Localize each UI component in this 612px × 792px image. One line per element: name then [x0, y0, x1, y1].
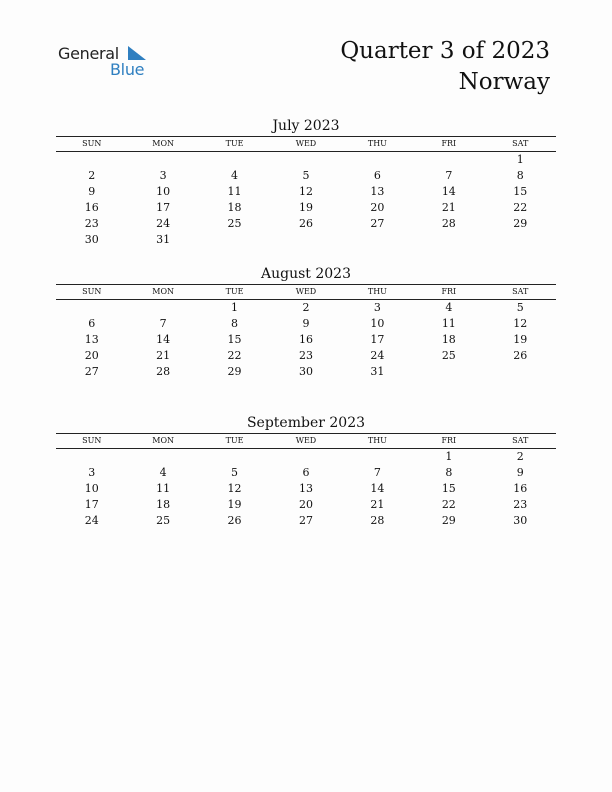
day-cell: 11 — [227, 185, 242, 198]
weekday-label: MON — [152, 436, 174, 445]
week-row — [56, 152, 556, 168]
day-cell: 23 — [84, 217, 99, 230]
week-row — [56, 184, 556, 200]
month-title: August 2023 — [261, 266, 351, 282]
day-cell — [199, 232, 270, 248]
day-cell: 17 — [370, 333, 385, 346]
day-cell — [413, 380, 484, 396]
day-cell: 5 — [302, 169, 310, 182]
day-cell: 7 — [445, 169, 453, 182]
day-cell: 22 — [441, 498, 456, 511]
month-calendar — [56, 413, 556, 529]
page-heading — [340, 36, 550, 98]
month-title: July 2023 — [272, 118, 340, 134]
week-row — [56, 316, 556, 332]
day-cell: 25 — [227, 217, 242, 230]
day-cell: 6 — [373, 169, 381, 182]
country-title: Norway — [458, 69, 550, 95]
weekday-label: THU — [367, 287, 387, 296]
day-cell: 29 — [513, 217, 528, 230]
day-cell: 15 — [513, 185, 528, 198]
day-cell: 7 — [373, 466, 381, 479]
day-cell: 17 — [84, 498, 99, 511]
day-cell — [413, 364, 484, 380]
day-cell: 4 — [159, 466, 167, 479]
day-cell — [342, 449, 413, 465]
day-cell: 3 — [159, 169, 167, 182]
week-row — [56, 200, 556, 216]
day-cell: 23 — [298, 349, 313, 362]
day-cell: 1 — [516, 153, 524, 166]
weekday-header-row — [56, 137, 556, 152]
weekday-label: WED — [295, 287, 317, 296]
day-cell: 15 — [441, 482, 456, 495]
weekday-label: FRI — [441, 436, 457, 445]
weekday-label: MON — [152, 287, 174, 296]
weekday-label: FRI — [441, 287, 457, 296]
day-cell: 26 — [298, 217, 313, 230]
day-cell — [56, 380, 127, 396]
weekday-label: SAT — [512, 139, 529, 148]
day-cell: 20 — [370, 201, 385, 214]
day-cell: 31 — [370, 365, 385, 378]
weekday-label: SUN — [82, 287, 102, 296]
generalblue-logo — [58, 44, 158, 84]
day-cell: 30 — [513, 514, 528, 527]
weekday-label: TUE — [225, 436, 244, 445]
weekday-label: WED — [295, 436, 317, 445]
day-cell: 22 — [227, 349, 242, 362]
day-cell: 17 — [156, 201, 171, 214]
day-cell: 11 — [441, 317, 456, 330]
day-cell: 21 — [441, 201, 456, 214]
day-cell: 16 — [513, 482, 528, 495]
day-cell: 10 — [370, 317, 385, 330]
day-cell: 7 — [159, 317, 167, 330]
day-cell — [127, 449, 198, 465]
week-row — [56, 465, 556, 481]
day-cell: 16 — [84, 201, 99, 214]
day-cell — [342, 152, 413, 168]
day-cell: 24 — [370, 349, 385, 362]
week-row — [56, 449, 556, 465]
day-cell — [270, 380, 341, 396]
day-cell: 27 — [370, 217, 385, 230]
day-cell — [485, 364, 556, 380]
weekday-header-row — [56, 285, 556, 300]
day-cell: 28 — [441, 217, 456, 230]
day-cell: 10 — [84, 482, 99, 495]
week-row — [56, 364, 556, 380]
week-row — [56, 380, 556, 396]
day-cell: 16 — [298, 333, 313, 346]
day-cell — [56, 152, 127, 168]
day-cell: 18 — [441, 333, 456, 346]
day-cell: 13 — [298, 482, 313, 495]
weekday-label: SAT — [512, 287, 529, 296]
day-cell — [413, 152, 484, 168]
day-cell — [270, 232, 341, 248]
day-cell: 3 — [88, 466, 96, 479]
day-cell: 14 — [441, 185, 456, 198]
weekday-label: SUN — [82, 436, 102, 445]
week-row — [56, 497, 556, 513]
day-cell — [270, 449, 341, 465]
day-cell: 18 — [156, 498, 171, 511]
day-cell: 15 — [227, 333, 242, 346]
day-cell: 27 — [298, 514, 313, 527]
week-row — [56, 300, 556, 316]
day-cell — [127, 380, 198, 396]
day-cell: 8 — [231, 317, 239, 330]
day-cell — [342, 380, 413, 396]
day-cell: 8 — [516, 169, 524, 182]
month-grid — [56, 433, 556, 529]
week-row — [56, 216, 556, 232]
day-cell: 23 — [513, 498, 528, 511]
day-cell: 5 — [231, 466, 239, 479]
day-cell: 19 — [513, 333, 528, 346]
day-cell: 14 — [370, 482, 385, 495]
day-cell: 28 — [370, 514, 385, 527]
weekday-label: MON — [152, 139, 174, 148]
day-cell: 18 — [227, 201, 242, 214]
day-cell: 9 — [516, 466, 524, 479]
weekday-label: TUE — [225, 287, 244, 296]
week-row — [56, 168, 556, 184]
day-cell: 30 — [298, 365, 313, 378]
logo-word-general: General — [58, 44, 119, 63]
day-cell — [199, 380, 270, 396]
day-cell — [485, 380, 556, 396]
month-calendar — [56, 116, 556, 248]
day-cell — [342, 232, 413, 248]
day-cell: 5 — [516, 301, 524, 314]
day-cell: 2 — [88, 169, 96, 182]
day-cell — [270, 152, 341, 168]
month-grid — [56, 136, 556, 248]
month-grid — [56, 284, 556, 396]
day-cell: 26 — [227, 514, 242, 527]
day-cell: 9 — [302, 317, 310, 330]
weekday-label: THU — [367, 436, 387, 445]
day-cell — [199, 449, 270, 465]
week-row — [56, 481, 556, 497]
day-cell — [127, 300, 198, 316]
day-cell: 31 — [156, 233, 171, 246]
day-cell: 19 — [227, 498, 242, 511]
weekday-label: SAT — [512, 436, 529, 445]
weekday-label: SUN — [82, 139, 102, 148]
day-cell — [199, 152, 270, 168]
week-row — [56, 232, 556, 248]
day-cell: 2 — [302, 301, 310, 314]
weekday-label: THU — [367, 139, 387, 148]
day-cell: 22 — [513, 201, 528, 214]
day-cell: 11 — [156, 482, 171, 495]
day-cell: 13 — [370, 185, 385, 198]
day-cell: 21 — [156, 349, 171, 362]
day-cell: 4 — [231, 169, 239, 182]
day-cell: 9 — [88, 185, 96, 198]
logo-triangle-icon — [124, 46, 146, 60]
day-cell: 25 — [441, 349, 456, 362]
week-row — [56, 513, 556, 529]
day-cell: 25 — [156, 514, 171, 527]
day-cell: 20 — [84, 349, 99, 362]
logo-word-blue: Blue — [110, 60, 145, 79]
day-cell: 6 — [302, 466, 310, 479]
day-cell — [56, 300, 127, 316]
day-cell — [485, 232, 556, 248]
day-cell: 30 — [84, 233, 99, 246]
day-cell: 14 — [156, 333, 171, 346]
day-cell — [127, 152, 198, 168]
quarter-title: Quarter 3 of 2023 — [340, 38, 550, 64]
day-cell: 4 — [445, 301, 453, 314]
month-calendar — [56, 264, 556, 396]
weekday-label: FRI — [441, 139, 457, 148]
weekday-label: TUE — [225, 139, 244, 148]
day-cell: 12 — [513, 317, 528, 330]
day-cell: 26 — [513, 349, 528, 362]
weekday-header-row — [56, 434, 556, 449]
day-cell: 1 — [445, 450, 453, 463]
day-cell: 29 — [441, 514, 456, 527]
day-cell: 12 — [227, 482, 242, 495]
day-cell: 2 — [516, 450, 524, 463]
day-cell: 1 — [231, 301, 239, 314]
day-cell: 19 — [298, 201, 313, 214]
day-cell: 13 — [84, 333, 99, 346]
day-cell: 24 — [84, 514, 99, 527]
day-cell: 6 — [88, 317, 96, 330]
day-cell: 10 — [156, 185, 171, 198]
day-cell: 28 — [156, 365, 171, 378]
week-row — [56, 348, 556, 364]
month-title: September 2023 — [246, 415, 366, 431]
day-cell: 8 — [445, 466, 453, 479]
day-cell: 3 — [373, 301, 381, 314]
day-cell: 27 — [84, 365, 99, 378]
day-cell — [413, 232, 484, 248]
weekday-label: WED — [295, 139, 317, 148]
day-cell: 24 — [156, 217, 171, 230]
day-cell: 12 — [298, 185, 313, 198]
week-row — [56, 332, 556, 348]
day-cell — [56, 449, 127, 465]
day-cell: 20 — [298, 498, 313, 511]
day-cell: 21 — [370, 498, 385, 511]
day-cell: 29 — [227, 365, 242, 378]
